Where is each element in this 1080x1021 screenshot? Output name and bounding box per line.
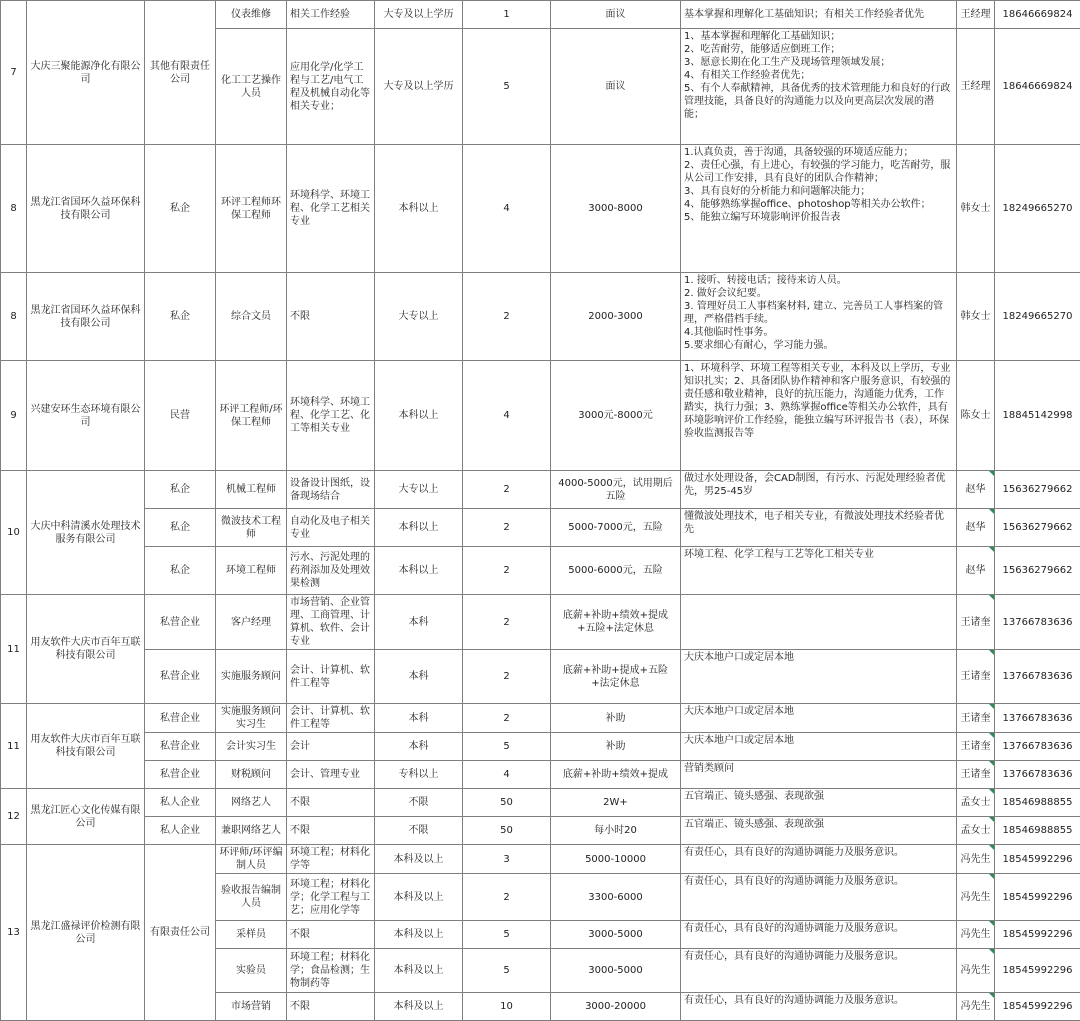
company-type: 私营企业 [145, 761, 216, 789]
contact-person: 孟女士 [957, 789, 995, 817]
contact-person: 王诸奎 [957, 761, 995, 789]
contact-person: 陈女士 [957, 361, 995, 471]
job-salary: 3000-8000 [551, 145, 681, 273]
company-type: 私营企业 [145, 595, 216, 650]
contact-person: 王诸奎 [957, 733, 995, 761]
contact-person: 孟女士 [957, 817, 995, 845]
job-requirements: 五官端正、镜头感强、表现欲强 [681, 817, 957, 845]
job-title: 客户经理 [216, 595, 287, 650]
contact-phone: 18545992296 [995, 993, 1080, 1021]
job-title: 仪表维修 [216, 1, 287, 29]
company-type: 有限责任公司 [145, 845, 216, 1021]
job-salary: 补助 [551, 704, 681, 733]
job-requirements: 环境工程、化学工程与工艺等化工相关专业 [681, 547, 957, 595]
job-major: 会计、计算机、软件工程等 [287, 650, 375, 704]
job-requirements: 营销类顾问 [681, 761, 957, 789]
job-salary: 5000-7000元，五险 [551, 509, 681, 547]
group-number: 8 [1, 145, 27, 273]
job-title: 财税顾问 [216, 761, 287, 789]
job-headcount: 2 [463, 471, 551, 509]
job-salary: 补助 [551, 733, 681, 761]
job-title: 环境工程师 [216, 547, 287, 595]
job-salary: 面议 [551, 1, 681, 29]
group-number: 10 [1, 471, 27, 595]
contact-phone: 15636279662 [995, 547, 1080, 595]
group-number: 11 [1, 704, 27, 789]
job-requirements: 1、环境科学、环境工程等相关专业，本科及以上学历，专业知识扎实；2、具备团队协作精神和客户服务意识，有较强的责任感和敬业精神，良好的抗压能力，沟通能力优秀，工作踏实，执行力强；3、熟练掌握office等相关办公软件，具有环境影响评价工作经验，能独立编写环评报告书（表），环保验收监测报告等 [681, 361, 957, 471]
job-requirements: 有责任心，具有良好的沟通协调能力及服务意识。 [681, 845, 957, 874]
table-row [1, 471, 1080, 509]
job-title: 实验员 [216, 949, 287, 993]
company-type: 私企 [145, 145, 216, 273]
job-requirements: 基本掌握和理解化工基础知识；有相关工作经验者优先 [681, 1, 957, 29]
job-major: 不限 [287, 817, 375, 845]
job-headcount: 4 [463, 145, 551, 273]
job-headcount: 4 [463, 361, 551, 471]
group-number: 8 [1, 273, 27, 361]
group-number: 7 [1, 1, 27, 145]
job-education: 本科及以上 [375, 845, 463, 874]
contact-person: 冯先生 [957, 921, 995, 949]
contact-person: 王诸奎 [957, 650, 995, 704]
job-major: 相关工作经验 [287, 1, 375, 29]
job-title: 会计实习生 [216, 733, 287, 761]
contact-phone: 18249665270 [995, 273, 1080, 361]
contact-phone: 18545992296 [995, 921, 1080, 949]
job-major: 市场营销、企业管理、工商管理、计算机、软件、会计专业 [287, 595, 375, 650]
contact-person: 王经理 [957, 29, 995, 145]
table-row [1, 845, 1080, 874]
contact-phone: 13766783636 [995, 761, 1080, 789]
job-requirements: 做过水处理设备，会CAD制图，有污水、污泥处理经验者优先，男25-45岁 [681, 471, 957, 509]
job-headcount: 3 [463, 845, 551, 874]
contact-phone: 13766783636 [995, 650, 1080, 704]
job-major: 应用化学/化学工程与工艺/电气工程及机械自动化等相关专业； [287, 29, 375, 145]
table-row [1, 509, 1080, 547]
job-requirements: 有责任心，具有良好的沟通协调能力及服务意识。 [681, 949, 957, 993]
job-requirements: 大庆本地户口或定居本地 [681, 650, 957, 704]
job-salary: 底薪+补助+提成+五险+法定休息 [551, 650, 681, 704]
company-type: 私营企业 [145, 650, 216, 704]
company-type: 私企 [145, 273, 216, 361]
contact-phone: 18545992296 [995, 949, 1080, 993]
job-requirements: 1. 接听、转接电话；接待来访人员。 2. 做好会议纪要。 3. 管理好员工人事档案材料, 建立、完善员工人事档案的管理，严格借档手续。 4.其他临时性事务。 5.要求细心有耐心，学习能力强。 [681, 273, 957, 361]
job-salary: 3000-5000 [551, 921, 681, 949]
job-education: 本科 [375, 733, 463, 761]
company-name: 大庆三聚能源净化有限公司 [27, 1, 145, 145]
job-education: 本科 [375, 595, 463, 650]
contact-phone: 13766783636 [995, 733, 1080, 761]
company-name: 黑龙江匠心文化传媒有限公司 [27, 789, 145, 845]
job-salary: 面议 [551, 29, 681, 145]
job-requirements: 五官端正、镜头感强、表现欲强 [681, 789, 957, 817]
job-major: 环境科学、环境工程、化学工艺、化工等相关专业 [287, 361, 375, 471]
job-headcount: 2 [463, 650, 551, 704]
company-type: 私营企业 [145, 733, 216, 761]
job-salary: 3000-5000 [551, 949, 681, 993]
job-major: 会计 [287, 733, 375, 761]
job-education: 大专以上 [375, 273, 463, 361]
job-headcount: 5 [463, 949, 551, 993]
contact-phone: 18845142998 [995, 361, 1080, 471]
company-name: 大庆中科清溪水处理技术服务有限公司 [27, 471, 145, 595]
job-education: 本科及以上 [375, 949, 463, 993]
group-number: 12 [1, 789, 27, 845]
contact-person: 赵华 [957, 547, 995, 595]
job-salary: 3300-6000 [551, 874, 681, 921]
job-major: 设备设计图纸，设备现场结合 [287, 471, 375, 509]
job-headcount: 2 [463, 273, 551, 361]
company-name: 黑龙江盛禄评价检测有限公司 [27, 845, 145, 1021]
job-title: 环评工程师/环保工程师 [216, 361, 287, 471]
group-number: 11 [1, 595, 27, 704]
job-title: 市场营销 [216, 993, 287, 1021]
job-salary: 5000-6000元，五险 [551, 547, 681, 595]
job-major: 环境工程；材料化学等 [287, 845, 375, 874]
job-major: 环境工程；材料化学；化学工程与工艺；应用化学等 [287, 874, 375, 921]
job-major: 不限 [287, 993, 375, 1021]
group-number: 13 [1, 845, 27, 1021]
job-headcount: 5 [463, 29, 551, 145]
job-requirements: 有责任心，具有良好的沟通协调能力及服务意识。 [681, 921, 957, 949]
company-type: 私企 [145, 547, 216, 595]
company-name: 兴建安环生态环境有限公司 [27, 361, 145, 471]
job-salary: 2W+ [551, 789, 681, 817]
contact-person: 韩女士 [957, 145, 995, 273]
job-headcount: 4 [463, 761, 551, 789]
company-type: 私营企业 [145, 704, 216, 733]
contact-phone: 15636279662 [995, 509, 1080, 547]
contact-person: 王诸奎 [957, 704, 995, 733]
job-headcount: 50 [463, 817, 551, 845]
job-requirements: 1、基本掌握和理解化工基础知识； 2、吃苦耐劳，能够适应倒班工作； 3、愿意长期在化工生产及现场管理领域发展； 4、有相关工作经验者优先； 5、有个人奉献精神，具备优秀的技术管理能力和良好的行政管理技能，具备良好的沟通能力以及向更高层次发展的潜能； [681, 29, 957, 145]
contact-person: 赵华 [957, 509, 995, 547]
job-major: 自动化及电子相关专业 [287, 509, 375, 547]
table-row [1, 361, 1080, 471]
company-name: 黑龙江省国环久益环保科技有限公司 [27, 145, 145, 273]
company-type: 私人企业 [145, 789, 216, 817]
job-salary: 4000-5000元，试用期后五险 [551, 471, 681, 509]
company-name: 黑龙江省国环久益环保科技有限公司 [27, 273, 145, 361]
job-education: 本科及以上 [375, 874, 463, 921]
job-requirements: 有责任心，具有良好的沟通协调能力及服务意识。 [681, 874, 957, 921]
job-headcount: 2 [463, 547, 551, 595]
job-requirements: 大庆本地户口或定居本地 [681, 733, 957, 761]
job-title: 化工工艺操作人员 [216, 29, 287, 145]
table-row [1, 273, 1080, 361]
company-type: 私企 [145, 471, 216, 509]
contact-phone: 18545992296 [995, 874, 1080, 921]
contact-phone: 18249665270 [995, 145, 1080, 273]
contact-person: 王诸奎 [957, 595, 995, 650]
job-headcount: 5 [463, 921, 551, 949]
job-education: 本科及以上 [375, 993, 463, 1021]
job-education: 本科及以上 [375, 921, 463, 949]
job-education: 不限 [375, 789, 463, 817]
job-education: 不限 [375, 817, 463, 845]
table-body [1, 1, 1080, 1021]
company-name: 用友软件大庆市百年互联科技有限公司 [27, 595, 145, 704]
job-headcount: 1 [463, 1, 551, 29]
job-education: 本科 [375, 650, 463, 704]
table-row [1, 789, 1080, 817]
contact-phone: 18646669824 [995, 29, 1080, 145]
job-education: 本科以上 [375, 361, 463, 471]
job-title: 机械工程师 [216, 471, 287, 509]
job-title: 兼职网络艺人 [216, 817, 287, 845]
job-major: 会计、计算机、软件工程等 [287, 704, 375, 733]
job-salary: 3000-20000 [551, 993, 681, 1021]
contact-person: 王经理 [957, 1, 995, 29]
table-row [1, 650, 1080, 704]
company-type: 私企 [145, 509, 216, 547]
job-headcount: 2 [463, 509, 551, 547]
job-major: 不限 [287, 921, 375, 949]
table-row [1, 1, 1080, 29]
contact-phone: 13766783636 [995, 704, 1080, 733]
job-requirements: 大庆本地户口或定居本地 [681, 704, 957, 733]
job-education: 本科以上 [375, 145, 463, 273]
job-title: 验收报告编制人员 [216, 874, 287, 921]
job-education: 本科以上 [375, 509, 463, 547]
table-row [1, 547, 1080, 595]
job-headcount: 10 [463, 993, 551, 1021]
contact-person: 韩女士 [957, 273, 995, 361]
job-education: 本科以上 [375, 547, 463, 595]
job-title: 采样员 [216, 921, 287, 949]
table-row [1, 145, 1080, 273]
job-salary: 5000-10000 [551, 845, 681, 874]
job-major: 环境工程；材料化学；食品检测；生物制药等 [287, 949, 375, 993]
job-requirements [681, 595, 957, 650]
contact-phone: 18646669824 [995, 1, 1080, 29]
company-type: 民营 [145, 361, 216, 471]
job-salary: 3000元-8000元 [551, 361, 681, 471]
job-title: 微波技术工程师 [216, 509, 287, 547]
job-title: 环评工程师环保工程师 [216, 145, 287, 273]
table-row [1, 733, 1080, 761]
group-number: 9 [1, 361, 27, 471]
job-salary: 2000-3000 [551, 273, 681, 361]
table-row [1, 761, 1080, 789]
company-type: 其他有限责任公司 [145, 1, 216, 145]
job-education: 专科以上 [375, 761, 463, 789]
job-salary: 每小时20 [551, 817, 681, 845]
contact-phone: 13766783636 [995, 595, 1080, 650]
contact-person: 冯先生 [957, 993, 995, 1021]
job-education: 大专及以上学历 [375, 29, 463, 145]
table-row [1, 595, 1080, 650]
job-title: 网络艺人 [216, 789, 287, 817]
contact-phone: 18545992296 [995, 845, 1080, 874]
job-salary: 底薪+补助+绩效+提成+五险+法定休息 [551, 595, 681, 650]
job-education: 大专及以上学历 [375, 1, 463, 29]
job-headcount: 50 [463, 789, 551, 817]
job-major: 会计、管理专业 [287, 761, 375, 789]
table-row [1, 817, 1080, 845]
table-row [1, 704, 1080, 733]
contact-phone: 18546988855 [995, 789, 1080, 817]
job-salary: 底薪+补助+绩效+提成 [551, 761, 681, 789]
contact-person: 赵华 [957, 471, 995, 509]
job-title: 实施服务顾问实习生 [216, 704, 287, 733]
job-headcount: 2 [463, 595, 551, 650]
job-title: 综合文员 [216, 273, 287, 361]
contact-phone: 15636279662 [995, 471, 1080, 509]
job-education: 大专以上 [375, 471, 463, 509]
company-name: 用友软件大庆市百年互联科技有限公司 [27, 704, 145, 789]
contact-phone: 18546988855 [995, 817, 1080, 845]
job-education: 本科 [375, 704, 463, 733]
job-title: 环评师/环评编制人员 [216, 845, 287, 874]
company-type: 私人企业 [145, 817, 216, 845]
job-requirements: 1.认真负责，善于沟通，具备较强的环境适应能力； 2、责任心强，有上进心，有较强的学习能力，吃苦耐劳，服从公司工作安排，具有良好的团队合作精神； 3、具有良好的分析能力和问题解决能力； 4、能够熟练掌握office、photoshop等相关办公软件； 5、能独立编写环境影响评价报告表 [681, 145, 957, 273]
job-title: 实施服务顾问 [216, 650, 287, 704]
job-major: 不限 [287, 789, 375, 817]
job-headcount: 2 [463, 874, 551, 921]
job-major: 不限 [287, 273, 375, 361]
contact-person: 冯先生 [957, 845, 995, 874]
job-headcount: 5 [463, 733, 551, 761]
contact-person: 冯先生 [957, 949, 995, 993]
contact-person: 冯先生 [957, 874, 995, 921]
job-major: 污水、污泥处理的药剂添加及处理效果检测 [287, 547, 375, 595]
job-major: 环境科学、环境工程、化学工艺相关专业 [287, 145, 375, 273]
job-requirements: 有责任心，具有良好的沟通协调能力及服务意识。 [681, 993, 957, 1021]
job-headcount: 2 [463, 704, 551, 733]
job-requirements: 懂微波处理技术，电子相关专业，有微波处理技术经验者优先 [681, 509, 957, 547]
